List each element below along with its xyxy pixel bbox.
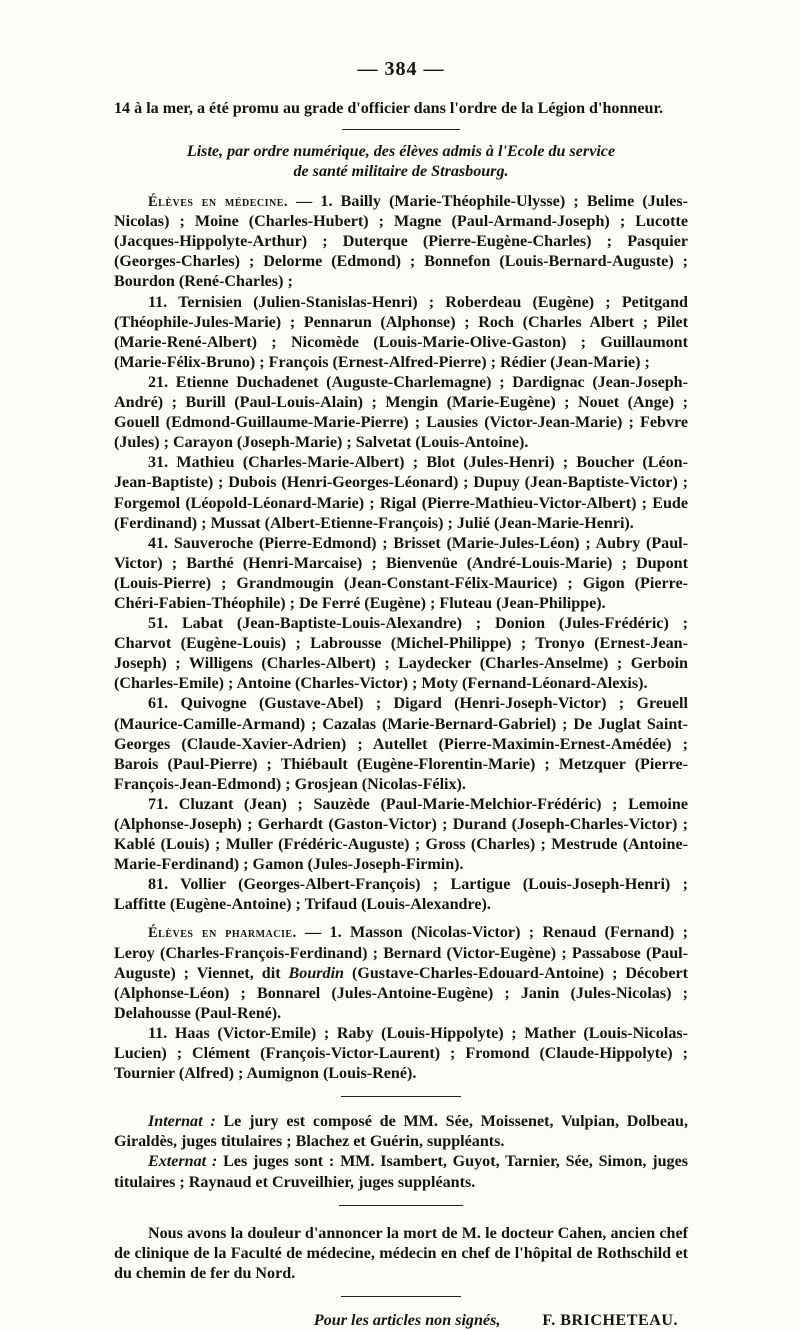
section-divider — [341, 1296, 461, 1297]
medicine-group-21: 21. Etienne Duchadenet (Auguste-Charlemagne) ; Dardignac (Jean-Joseph-André) ; Burill (Paul-Louis-Alain) ; Mengin (Marie-Eugène) ; Nouet (Ange) ; Gouell (Edmond-Guillaume-Marie-Pierre) ; Lausies (Victor-Jean-Marie) ; Febvre (Jules) ; Carayon (Joseph-Marie) ; Salvetat (Louis-Antoine). — [114, 373, 688, 452]
medicine-group-51: 51. Labat (Jean-Baptiste-Louis-Alexandre) ; Donion (Jules-Frédéric) ; Charvot (Eugène-Louis) ; Labrousse (Michel-Philippe) ; Tronyo (Ernest-Jean-Joseph) ; Willigens (Charles-Albert) ; Laydecker (Charles-Anselme) ; Gerboin (Charles-Emile) ; Antoine (Charles-Victor) ; Moty (Fernand-Léonard-Alexis). — [114, 615, 688, 693]
medicine-group-61: 61. Quivogne (Gustave-Abel) ; Digard (Henri-Joseph-Victor) ; Greuell (Maurice-Camille-Armand) ; Cazalas (Marie-Bernard-Gabriel) ; De Juglat Saint-Georges (Claude-Xavier-Adrien) ; Autellet (Pierre-Maximin-Ernest-Amédée) ; Barois (Paul-Pierre) ; Thiébault (Eugène-Florentin-Marie) ; Metzquer (Pierre-François-Jean-Edmond) ; Grosjean (Nicolas-Félix). — [114, 695, 688, 793]
page-number: — 384 — — [357, 58, 445, 80]
medicine-group-71: 71. Cluzant (Jean) ; Sauzède (Paul-Marie-Melchior-Frédéric) ; Lemoine (Alphonse-Joseph) ; Gerhardt (Gaston-Victor) ; Durand (Joseph-Charles-Victor) ; Kablé (Louis) ; Muller (Frédéric-Auguste) ; Gross (Charles) ; Mestrude (Antoine-Marie-Ferdinand) ; Gamon (Jules-Joseph-Firmin). — [114, 795, 688, 874]
medicine-group-11: 11. Ternisien (Julien-Stanislas-Henri) ; Roberdeau (Eugène) ; Petitgand (Théophile-Jules-Marie) ; Pennarun (Alphonse) ; Roch (Charles Albert ; Pilet (Marie-René-Albert) ; Nicomède (Louis-Marie-Olive-Gaston) ; Guillaumont (Marie-Félix-Bruno) ; François (Ernest-Alfred-Pierre) ; Rédier (Jean-Marie) ; — [114, 293, 688, 371]
pharmacy-students — [114, 923, 688, 1023]
externat-paragraph — [114, 1152, 688, 1192]
signature-line — [114, 1312, 688, 1330]
medicine-group-31: 31. Mathieu (Charles-Marie-Albert) ; Blot (Jules-Henri) ; Boucher (Léon-Jean-Baptiste) ; Dubois (Henri-Georges-Léonard) ; Dupuy (Jean-Baptiste-Victor) ; Forgemol (Léopold-Léonard-Marie) ; Rigal (Pierre-Mathieu-Victor-Albert) ; Eude (Ferdinand) ; Mussat (Albert-Etienne-François) ; Julié (Jean-Marie-Henri). — [114, 454, 688, 532]
signature-name: F. BRICHETEAU. — [542, 1311, 678, 1329]
signature-note: Pour les articles non signés, — [313, 1311, 501, 1329]
list-title — [114, 142, 688, 182]
pharmacy-students-label: Élèves en pharmacie. — [148, 925, 297, 942]
medicine-students-group-1: — 1. Bailly (Marie-Théophile-Ulysse) ; Belime (Jules-Nicolas) ; Moine (Charles-Hubert) ; Magne (Paul-Armand-Joseph) ; Lucotte (Jacques-Hippolyte-Arthur) ; Duterque (Pierre-Eugène-Charles) ; Pasquier (Georges-Charles) ; Delorme (Edmond) ; Bonnefon (Louis-Bernard-Auguste) ; Bourdon (René-Charles) ; — [114, 193, 688, 291]
medicine-group-81: 81. Vollier (Georges-Albert-François) ; Lartigue (Louis-Joseph-Henri) ; Laffitte (Eugène-Antoine) ; Trifaud (Louis-Alexandre). — [114, 876, 688, 914]
medicine-group-41: 41. Sauveroche (Pierre-Edmond) ; Brisset (Marie-Jules-Léon) ; Aubry (Paul-Victor) ; Barthé (Henri-Marcaise) ; Bienvenüe (André-Louis-Marie) ; Dupont (Louis-Pierre) ; Grandmougin (Jean-Constant-Félix-Maurice) ; Gigon (Pierre-Chéri-Fabien-Théophile) ; De Ferré (Eugène) ; Fluteau (Jean-Philippe). — [114, 534, 688, 612]
pharmacy-italic-name: Bourdin — [288, 964, 344, 982]
medicine-students-intro — [114, 192, 688, 292]
intro-paragraph: 14 à la mer, a été promu au grade d'officier dans l'ordre de la Légion d'honneur. — [114, 100, 664, 117]
internat-paragraph — [114, 1112, 688, 1152]
section-divider — [339, 1205, 463, 1206]
section-divider — [342, 129, 460, 130]
externat-label: Externat : — [148, 1153, 218, 1171]
list-title-line-1: Liste, par ordre numérique, des élèves admis à l'Ecole du service — [186, 143, 616, 161]
section-divider — [341, 1096, 461, 1097]
internat-label: Internat : — [148, 1113, 216, 1131]
list-title-line-2: de santé militaire de Strasbourg. — [293, 163, 509, 181]
pharmacy-text-1: — 1. Masson (Nicolas-Victor) ; Renaud (Fernand) ; Leroy (Charles-François-Ferdinand) ; Bernard (Victor-Eugène) ; Passabose (Paul-Auguste) ; Viennet, dit — [114, 924, 689, 982]
pharmacy-text-2: (Gustave-Charles-Edouard-Antoine) ; Décobert (Alphonse-Léon) ; Bonnarel (Jules-Antoine-Eugène) ; Janin (Jules-Nicolas) ; Delahousse (Paul-René). — [114, 964, 688, 1022]
obituary-paragraph: Nous avons la douleur d'annoncer la mort de M. le docteur Cahen, ancien chef de clinique de la Faculté de médecine, médecin en chef de l'hôpital de Rothschild et du chemin de fer du Nord. — [114, 1224, 688, 1282]
pharmacy-group-11: 11. Haas (Victor-Emile) ; Raby (Louis-Hippolyte) ; Mather (Louis-Nicolas-Lucien) ; Clément (François-Victor-Laurent) ; Fromond (Claude-Hippolyte) ; Tournier (Alfred) ; Aumignon (Louis-René). — [114, 1024, 688, 1083]
externat-text: Les juges sont : MM. Isambert, Guyot, Tarnier, Sée, Simon, juges titulaires ; Raynaud et Cruveilhier, juges suppléants. — [114, 1153, 689, 1191]
internat-text: Le jury est composé de MM. Sée, Moissenet, Vulpian, Dolbeau, Giraldès, juges titulaires ; Blachez et Guérin, suppléants. — [114, 1113, 688, 1151]
medicine-students-label: Élèves en médecine. — [148, 194, 289, 211]
